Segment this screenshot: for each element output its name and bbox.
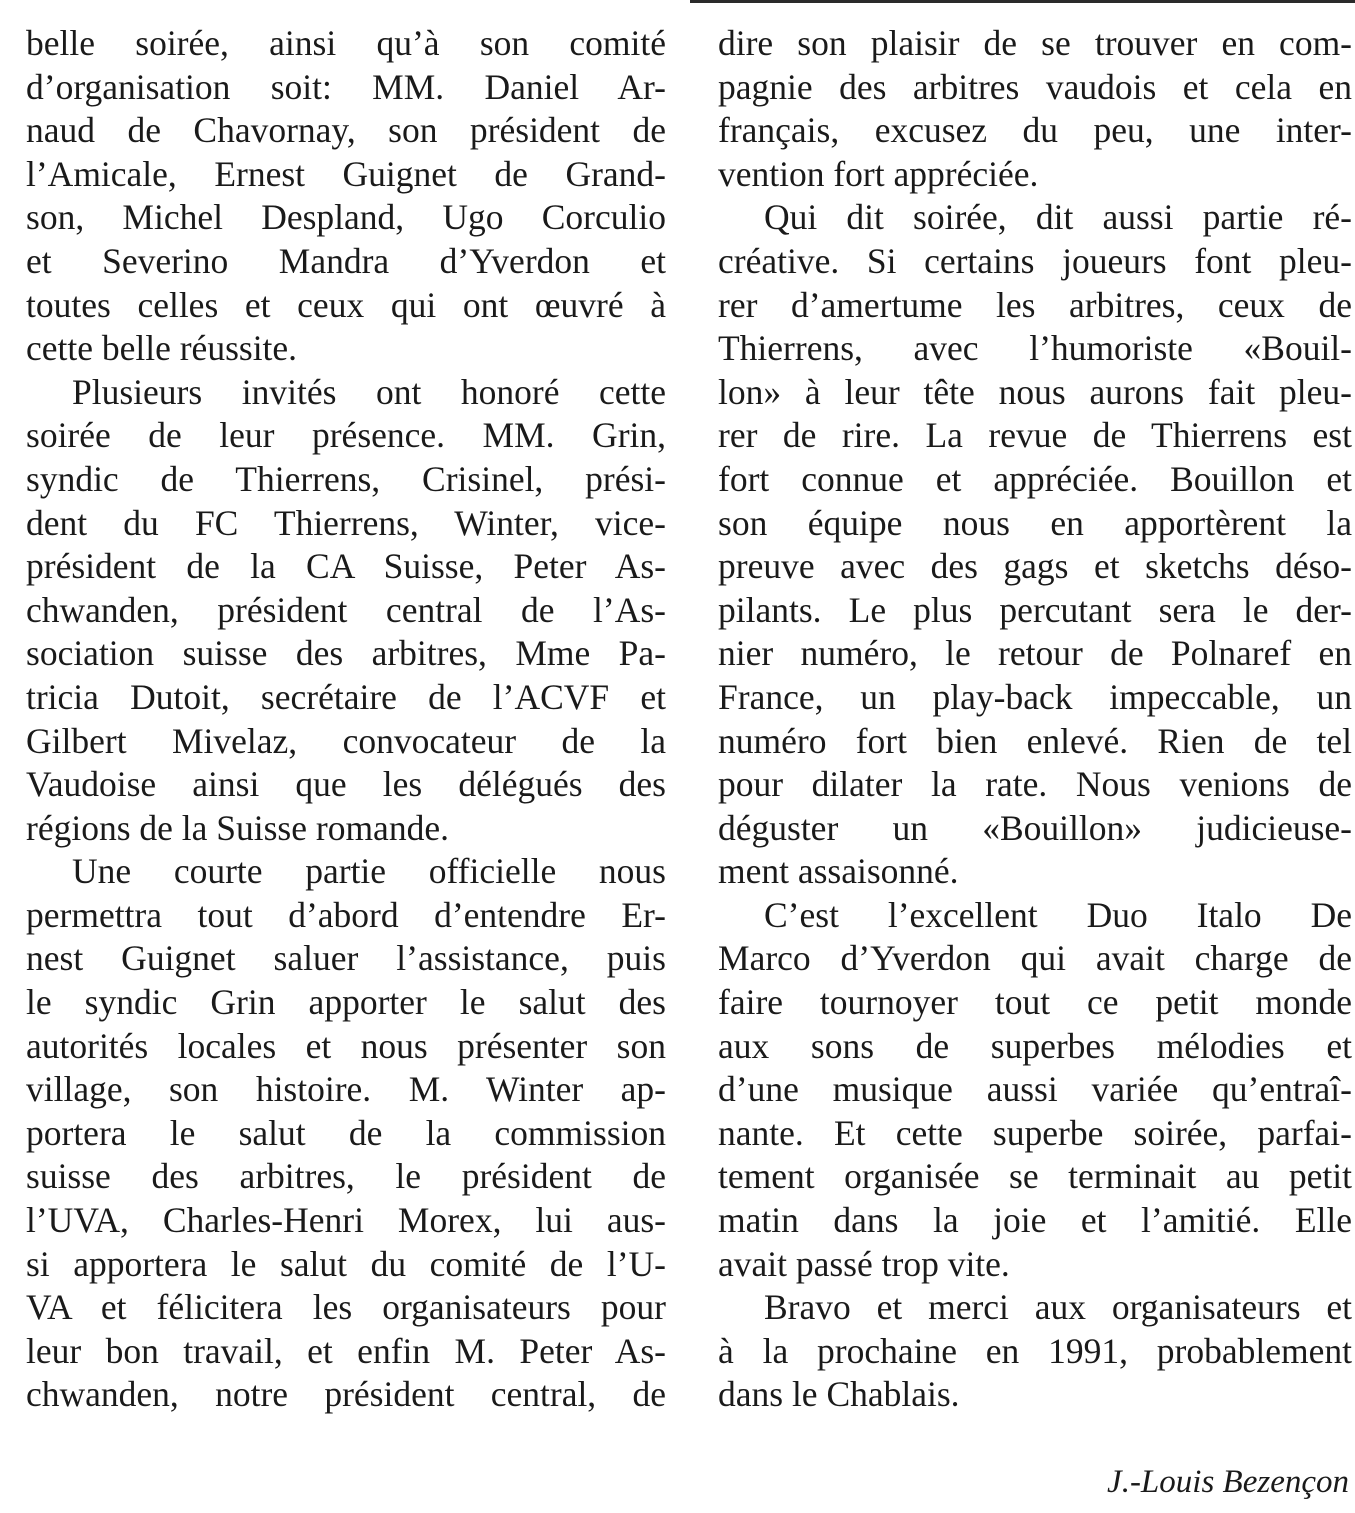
text-line: Plusieurs invités ont honoré cette [72, 371, 666, 412]
text-line: portera le salut de la commission [26, 1112, 666, 1153]
text-line: nier numéro, le retour de Polnaref en [718, 633, 1352, 674]
text-line: permettra tout d’abord d’entendre Er- [26, 894, 666, 935]
text-line: belle soirée, ainsi qu’à son comité [26, 23, 666, 63]
article-column-right [718, 22, 1352, 1417]
text-line: sociation suisse des arbitres, Mme Pa- [26, 633, 666, 674]
text-line: l’Amicale, Ernest Guignet de Grand- [26, 153, 666, 194]
text-line: tricia Dutoit, secrétaire de l’ACVF et [26, 676, 666, 717]
text-line: suisse des arbitres, le président de [26, 1156, 666, 1197]
text-line: son, Michel Despland, Ugo Corculio [26, 197, 666, 238]
text-line: Marco d’Yverdon qui avait charge de [718, 938, 1352, 979]
text-line: Gilbert Mivelaz, convocateur de la [26, 720, 666, 761]
text-line: le syndic Grin apporter le salut des [26, 982, 666, 1023]
text-line: d’organisation soit: MM. Daniel Ar- [26, 66, 666, 107]
text-line: dans le Chablais. [718, 1374, 960, 1415]
text-line: preuve avec des gags et sketchs déso- [718, 546, 1352, 587]
text-line: ment assaisonné. [718, 851, 959, 892]
top-rule [690, 0, 1355, 3]
text-line: Bravo et merci aux organisateurs et [764, 1287, 1352, 1328]
text-line: nest Guignet saluer l’assistance, puis [26, 938, 666, 979]
text-line: chwanden, notre président central, de [26, 1374, 666, 1415]
text-line: pilants. Le plus percutant sera le der- [718, 589, 1352, 630]
text-line: lon» à leur tête nous aurons fait pleu- [718, 371, 1352, 412]
article-column-left [26, 22, 666, 1417]
text-line: rer d’amertume les arbitres, ceux de [718, 284, 1352, 325]
text-line: dire son plaisir de se trouver en com- [718, 23, 1352, 63]
author-signature: J.-Louis Bezençon [1107, 1464, 1349, 1500]
text-line: VA et félicitera les organisateurs pour [26, 1287, 666, 1328]
text-line: vention fort appréciée. [718, 153, 1039, 194]
text-line: d’une musique aussi variée qu’entraî- [718, 1069, 1352, 1110]
text-line: matin dans la joie et l’amitié. Elle [718, 1200, 1352, 1241]
text-line: leur bon travail, et enfin M. Peter As- [26, 1330, 666, 1371]
text-line: régions de la Suisse romande. [26, 807, 449, 848]
text-line: syndic de Thierrens, Crisinel, prési- [26, 458, 666, 499]
text-line: Qui dit soirée, dit aussi partie ré- [764, 197, 1352, 238]
text-line: l’UVA, Charles-Henri Morex, lui aus- [26, 1200, 666, 1241]
text-line: toutes celles et ceux qui ont œuvré à [26, 284, 666, 325]
text-line: autorités locales et nous présenter son [26, 1025, 666, 1066]
text-line: Une courte partie officielle nous [72, 851, 666, 892]
text-line: pagnie des arbitres vaudois et cela en [718, 66, 1352, 107]
text-line: président de la CA Suisse, Peter As- [26, 546, 666, 587]
text-line: rer de rire. La revue de Thierrens est [718, 415, 1352, 456]
text-line: nante. Et cette superbe soirée, parfai- [718, 1112, 1352, 1153]
text-line: avait passé trop vite. [718, 1243, 1010, 1284]
text-line: dent du FC Thierrens, Winter, vice- [26, 502, 666, 543]
text-line: naud de Chavornay, son président de [26, 110, 666, 151]
text-line: son équipe nous en apportèrent la [718, 502, 1352, 543]
text-line: tement organisée se terminait au petit [718, 1156, 1352, 1197]
text-line: si apportera le salut du comité de l’U- [26, 1243, 666, 1284]
text-line: aux sons de superbes mélodies et [718, 1025, 1352, 1066]
text-line: Vaudoise ainsi que les délégués des [26, 764, 666, 805]
text-line: soirée de leur présence. MM. Grin, [26, 415, 666, 456]
text-line: France, un play-back impeccable, un [718, 676, 1352, 717]
text-line: pour dilater la rate. Nous venions de [718, 764, 1352, 805]
text-line: C’est l’excellent Duo Italo De [764, 894, 1352, 935]
text-line: faire tournoyer tout ce petit monde [718, 982, 1352, 1023]
text-line: chwanden, président central de l’As- [26, 589, 666, 630]
text-line: Thierrens, avec l’humoriste «Bouil- [718, 328, 1352, 369]
text-line: cette belle réussite. [26, 328, 298, 369]
text-line: numéro fort bien enlevé. Rien de tel [718, 720, 1352, 761]
text-line: déguster un «Bouillon» judicieuse- [718, 807, 1352, 848]
text-line: fort connue et appréciée. Bouillon et [718, 458, 1352, 499]
text-line: français, excusez du peu, une inter- [718, 110, 1352, 151]
text-line: à la prochaine en 1991, probablement [718, 1330, 1352, 1371]
text-line: et Severino Mandra d’Yverdon et [26, 240, 666, 281]
text-line: créative. Si certains joueurs font pleu- [718, 240, 1352, 281]
text-line: village, son histoire. M. Winter ap- [26, 1069, 666, 1110]
